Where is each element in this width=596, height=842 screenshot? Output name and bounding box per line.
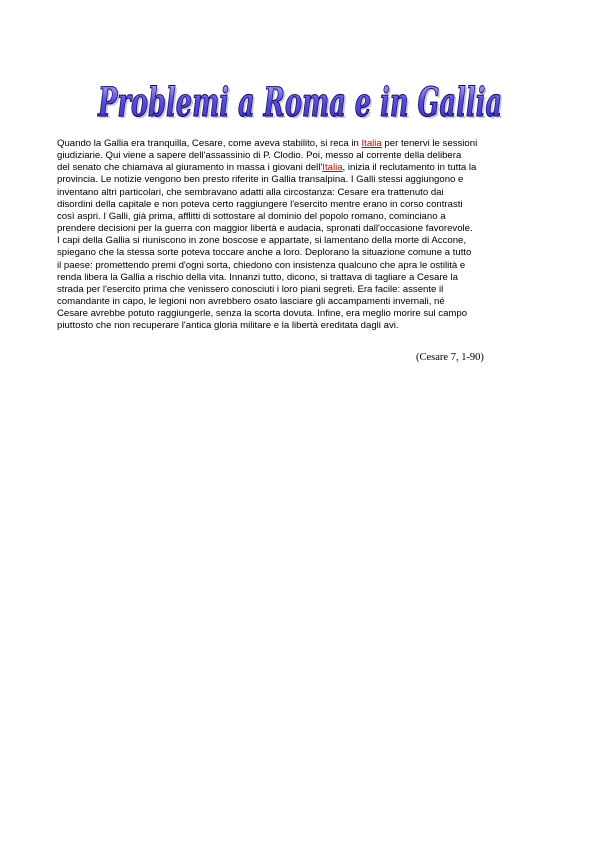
line-text: comandante in capo, le legioni non avrebbero osato lasciare gli accampamenti invernali, né: [57, 296, 445, 308]
paragraph-line: [57, 296, 543, 308]
wordart-title: [90, 66, 510, 130]
paragraph-line: [57, 150, 543, 162]
paragraph-line: [57, 187, 543, 199]
paragraph-line: [57, 308, 543, 320]
line-text: il paese: promettendo premi d'ogni sorta, chiedono con insistenza qualcuno che apra le ostilità e: [57, 259, 466, 271]
line-text: prendere decisioni per la guerra con maggior libertà e audacia, spronati dall'occasione favorevole.: [57, 223, 473, 235]
line-text: piuttosto che non recuperare l'antica gloria militare e la libertà ereditata dagli avi.: [57, 320, 399, 332]
paragraph-line: [57, 211, 543, 223]
line-text: giudiziarie. Qui viene a sapere dell'assassinio di P. Clodio. Poi, messo al corrente della delibera: [57, 150, 462, 162]
line-text: disordini della capitale e non poteva certo raggiungere l'esercito mentre erano in corso contrasti: [57, 198, 463, 210]
line-text: inventano altri particolari, che sembravano adatti alla circostanza: Cesare era trattenuto dai: [57, 186, 444, 198]
line-text: per tenervi le sessioni: [381, 138, 478, 149]
line-text: renda libera la Gallia a rischio della vita. Innanzi tutto, dicono, si trattava di tagliare a Cesare la: [57, 271, 459, 283]
page-title-text: Problemi a Roma e in Gallia: [97, 79, 502, 126]
paragraph-line: [57, 138, 543, 150]
paragraph-line: [57, 260, 543, 272]
line-text: così aspri. I Galli, già prima, afflitti di sottostare al dominio del popolo romano, cominciano a: [57, 210, 446, 222]
line-text: , inizia il reclutamento in tutta la: [342, 162, 477, 174]
paragraph-line: [57, 199, 543, 211]
italia-link[interactable]: Italia: [361, 138, 382, 149]
italia-link[interactable]: Italia: [322, 162, 343, 174]
paragraph-line: [57, 162, 543, 174]
line-text: del senato che chiamava al giuramento in massa i giovani dell': [57, 162, 323, 174]
page-title-shadow: Problemi a Roma e in Gallia: [99, 81, 504, 128]
paragraph-line: [57, 272, 543, 284]
line-text: provincia. Le notizie vengono ben presto riferite in Gallia transalpina. I Galli stessi aggiungono e: [57, 174, 464, 186]
body-paragraph: [57, 138, 543, 333]
line-text: Quando la Gallia era tranquilla, Cesare, come aveva stabilito, si reca in: [57, 138, 362, 149]
line-text: Cesare avrebbe potuto raggiungerle, senza la scorta dovuta. Infine, era meglio morire sul campo: [57, 308, 468, 320]
paragraph-line: [57, 320, 543, 332]
line-text: strada per l'esercito prima che venissero conosciuti i loro piani segreti. Era facile: assente il: [57, 283, 444, 295]
paragraph-line: [57, 247, 543, 259]
paragraph-line: [57, 223, 543, 235]
line-text: spiegano che la stessa sorte poteva toccare anche a loro. Deplorano la situazione comune a tutto: [57, 247, 472, 259]
citation: (Cesare 7, 1-90): [416, 352, 484, 363]
paragraph-line: [57, 235, 543, 247]
paragraph-line: [57, 284, 543, 296]
line-text: I capi della Gallia si riuniscono in zone boscose e appartate, si lamentano della morte di Accone,: [57, 235, 467, 247]
page-title: [90, 66, 510, 130]
paragraph-line: [57, 174, 543, 186]
